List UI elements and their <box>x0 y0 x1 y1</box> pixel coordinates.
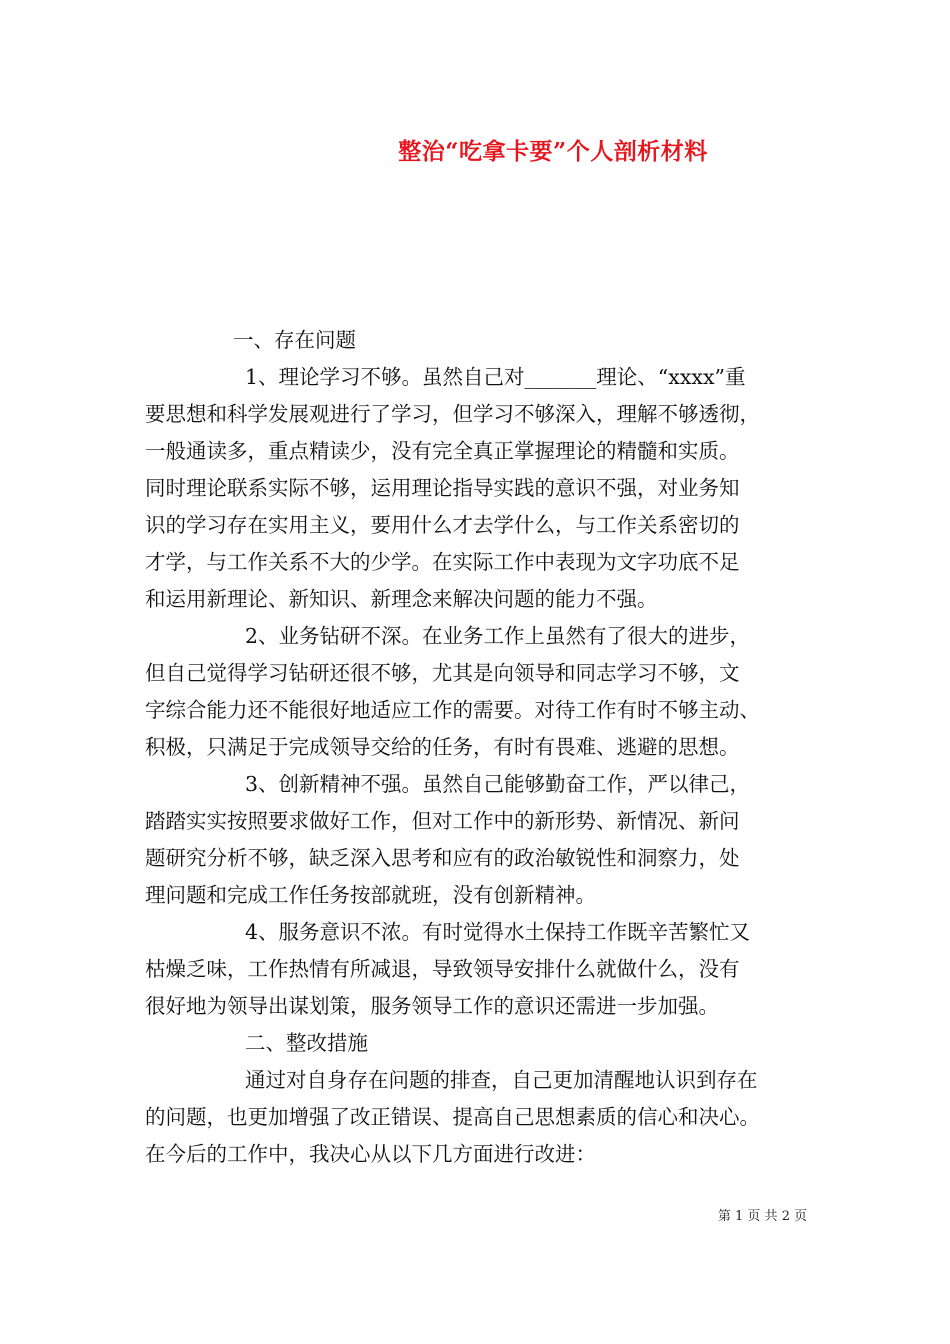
paragraph-line: 要思想和科学发展观进行了学习，但学习不够深入，理解不够透彻， <box>145 402 760 426</box>
paragraph-line: 1、理论学习不够。虽然自己对_______理论、“xxxx”重 <box>245 365 746 389</box>
page-number-footer: 第 1 页 共 2 页 <box>717 1209 808 1224</box>
paragraph-line: 踏踏实实按照要求做好工作，但对工作中的新形势、新情况、新问 <box>145 809 740 833</box>
paragraph-line: 理问题和完成工作任务按部就班，没有创新精神。 <box>145 883 596 907</box>
paragraph-line: 识的学习存在实用主义，要用什么才去学什么，与工作关系密切的 <box>145 513 740 537</box>
paragraph-line: 同时理论联系实际不够，运用理论指导实践的意识不强，对业务知 <box>145 476 740 500</box>
paragraph-line: 和运用新理论、新知识、新理念来解决问题的能力不强。 <box>145 587 658 611</box>
paragraph-line: 一般通读多，重点精读少，没有完全真正掌握理论的精髓和实质。 <box>145 439 740 463</box>
paragraph-line: 枯燥乏味，工作热情有所减退，导致领导安排什么就做什么，没有 <box>145 957 740 981</box>
paragraph-line: 但自己觉得学习钻研还很不够，尤其是向领导和同志学习不够，文 <box>145 661 740 685</box>
paragraph-line: 字综合能力还不能很好地适应工作的需要。对待工作有时不够主动、 <box>145 698 760 722</box>
paragraph-line: 通过对自身存在问题的排查，自己更加清醒地认识到存在 <box>245 1068 758 1092</box>
paragraph-line: 4、服务意识不浓。有时觉得水土保持工作既辛苦繁忙又 <box>245 920 751 944</box>
paragraph-line: 题研究分析不够，缺乏深入思考和应有的政治敏锐性和洞察力，处 <box>145 846 740 870</box>
document-title: 整治“吃拿卡要”个人剖析材料 <box>398 138 708 165</box>
paragraph-line: 积极，只满足于完成领导交给的任务，有时有畏难、逃避的思想。 <box>145 735 740 759</box>
paragraph-line: 才学，与工作关系不大的少学。在实际工作中表现为文字功底不足 <box>145 550 740 574</box>
section-heading-measures: 二、整改措施 <box>245 1031 368 1055</box>
paragraph-line: 在今后的工作中，我决心从以下几方面进行改进： <box>145 1142 596 1166</box>
paragraph-line: 的问题，也更加增强了改正错误、提高自己思想素质的信心和决心。 <box>145 1105 760 1129</box>
paragraph-line: 3、创新精神不强。虽然自己能够勤奋工作，严以律己， <box>245 772 751 796</box>
paragraph-line: 2、业务钻研不深。在业务工作上虽然有了很大的进步， <box>245 624 751 648</box>
section-heading-problems: 一、存在问题 <box>233 328 356 352</box>
paragraph-line: 很好地为领导出谋划策，服务领导工作的意识还需进一步加强。 <box>145 994 719 1018</box>
document-body <box>145 322 810 1173</box>
